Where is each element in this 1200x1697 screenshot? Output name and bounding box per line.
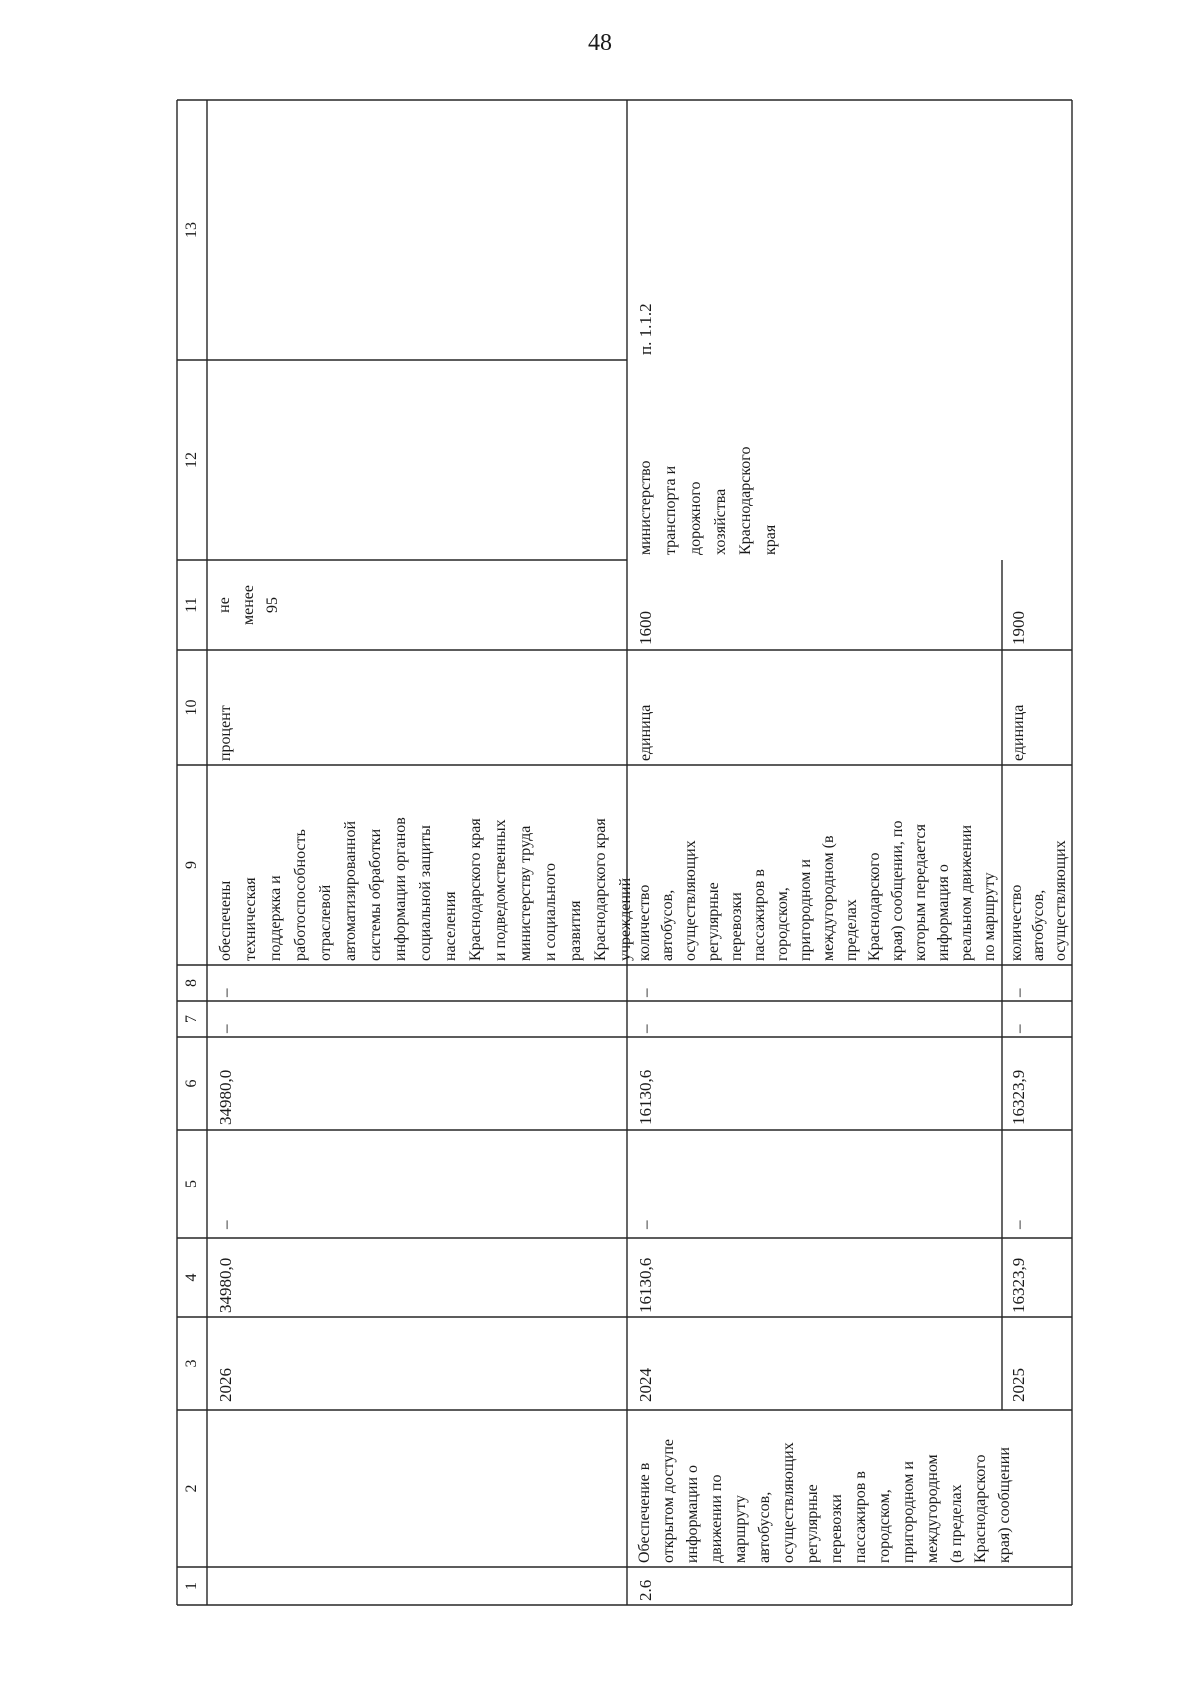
table-cell-dash: –: [1009, 1220, 1028, 1229]
column-header: 10: [183, 699, 200, 716]
column-header: 1: [183, 1582, 200, 1590]
table-cell-value: не менее 95: [216, 585, 281, 625]
table-cell-dash: –: [636, 988, 655, 997]
table-cell-year: 2025: [1009, 1368, 1028, 1402]
table-cell-year: 2026: [216, 1368, 235, 1402]
table-cell-indicator: обеспечены техническая поддержка и работоспособность отраслевой автоматизированной системы обработки информации органов социальной защиты населения Краснодарского края и подведомственных министерству труда и социального развития Краснодарского края учреждений: [217, 817, 634, 961]
table-cell-dash: –: [1009, 1024, 1028, 1033]
table-cell-regional: 34980,0: [216, 1069, 235, 1125]
table-cell-dash: –: [636, 1024, 655, 1033]
table-cell-dash: –: [216, 1024, 235, 1033]
column-header: 2: [183, 1484, 200, 1493]
table-cell-item-number: 2.6: [636, 1579, 655, 1601]
column-header: 13: [183, 222, 200, 238]
table-cell-measure-name: Обеспечение в открытом доступе информации о движении по маршруту автобусов, осуществляющих регулярные перевозки пассажиров в городском, пригородном и междугородном (в пределах Краснодарского края) сообщении: [636, 1439, 1013, 1563]
page-number: 48: [588, 30, 612, 56]
table-cell-regional: 16130,6: [636, 1069, 655, 1125]
column-header: 8: [183, 979, 200, 987]
table-cell-total: 34980,0: [216, 1257, 235, 1313]
table-cell-executor: министерство транспорта и дорожного хозяйства Краснодарского края: [637, 446, 779, 555]
table-cell-indicator: количество автобусов, осуществляющих регулярные перевозки пассажиров в городском, пригородном и междугородном (в пределах Краснодарского края) сообщении, по которым передается информация о реальном движении по маршруту: [636, 820, 998, 961]
table-cell-reference: п. 1.1.2: [636, 303, 655, 355]
table-cell-regional: 16323,9: [1009, 1069, 1028, 1125]
table-cell-total: 16323,9: [1009, 1257, 1028, 1313]
table-cell-dash: –: [636, 1220, 655, 1229]
table-cell-value: 1900: [1009, 611, 1028, 645]
table-cell-dash: –: [216, 988, 235, 997]
column-header: 7: [183, 1015, 200, 1023]
table-cell-value: 1600: [636, 611, 655, 645]
table-cell-dash: –: [1009, 988, 1028, 997]
column-header: 11: [183, 597, 200, 613]
table-cell-unit: процент: [217, 705, 234, 761]
table-cell-indicator: количество автобусов, осуществляющих: [1008, 840, 1069, 961]
column-header: 5: [183, 1180, 200, 1188]
table-cell-unit: единица: [637, 704, 654, 761]
column-header: 6: [183, 1079, 200, 1088]
column-header: 3: [183, 1359, 200, 1368]
rotated-table: [177, 100, 1072, 1605]
table-cell-dash: –: [216, 1220, 235, 1229]
column-header: 9: [183, 861, 200, 869]
table-cell-year: 2024: [636, 1368, 655, 1402]
column-header: 12: [183, 452, 200, 468]
table-cell-unit: единица: [1010, 704, 1027, 761]
table-cell-total: 16130,6: [636, 1257, 655, 1313]
column-header: 4: [183, 1273, 200, 1282]
